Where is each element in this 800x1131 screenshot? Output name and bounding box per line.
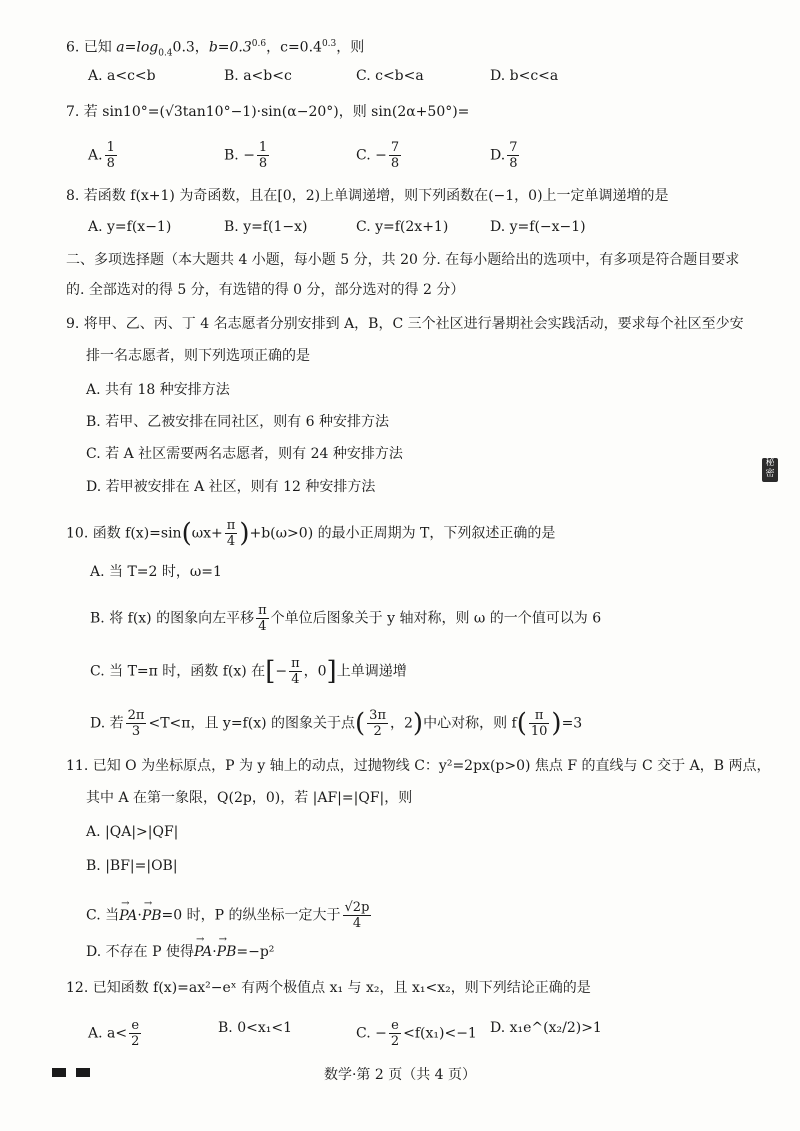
q7-option-b: B. − $\frac{1}{8}$ bbox=[224, 140, 268, 171]
q10-option-d: D. 若 $\frac{2\pi}{3}$ <T<π，且 y=f(x) 的图象关于点( $\frac{3\pi}{2}$ ，2)中心对称，则 f( $\frac{\pi}{10}$ )=3 bbox=[90, 708, 583, 739]
q12-option-d: D. x₁e^(x₂/2)>1 bbox=[490, 1020, 602, 1036]
q8-option-b: B. y=f(1−x) bbox=[224, 219, 308, 235]
q9-stem: 9. 将甲、乙、丙、丁 4 名志愿者分别安排到 A，B，C 三个社区进行暑期社会实践活动，要求每个社区至少安 bbox=[66, 316, 744, 332]
q9-option-c: C. 若 A 社区需要两名志愿者，则有 24 种安排方法 bbox=[86, 446, 403, 462]
q10-option-b: B. 将 f(x) 的图象向左平移 $\frac{\pi}{4}$ 个单位后图象关于 y 轴对称，则 ω 的一个值可以为 6 bbox=[90, 603, 602, 634]
q12-option-b: B. 0<x₁<1 bbox=[218, 1020, 292, 1036]
q7-option-c: C. − $\frac{7}{8}$ bbox=[356, 140, 400, 171]
q12-option-a: A. a< $\frac{e}{2}$ bbox=[88, 1018, 140, 1049]
q8-option-c: C. y=f(2x+1) bbox=[356, 219, 449, 235]
q6-option-d: D. b<c<a bbox=[490, 68, 559, 84]
q6-option-c: C. c<b<a bbox=[356, 68, 424, 84]
q6-stem: 6. 已知 $a=\log_{0.4}0.3$，$b=0.3^{0.6}$，$c=0.4^{0.3}$，则 bbox=[66, 39, 365, 59]
q6-option-b: B. a<b<c bbox=[224, 68, 292, 84]
q7-option-d: D. $\frac{7}{8}$ bbox=[490, 140, 518, 171]
q11-option-c: C. 当→ PA·→ PB=0 时，P 的纵坐标一定大于 $\frac{√2p}{4}$ bbox=[86, 900, 373, 931]
page-footer: 数学·第 2 页（共 4 页） bbox=[323, 1067, 477, 1083]
q9-option-b: B. 若甲、乙被安排在同社区，则有 6 种安排方法 bbox=[86, 414, 389, 430]
q9-option-d: D. 若甲被安排在 A 社区，则有 12 种安排方法 bbox=[86, 479, 376, 495]
q11-stem-cont: 其中 A 在第一象限，Q(2p，0)，若 |AF|=|QF|，则 bbox=[86, 790, 413, 806]
q10-option-c: C. 当 T=π 时，函数 f(x) 在[− $\frac{\pi}{4}$ ，0]上单调递增 bbox=[90, 656, 407, 687]
q11-option-d: D. 不存在 P 使得→ PA·→ PB=−p² bbox=[86, 942, 274, 962]
q11-option-b: B. |BF|=|OB| bbox=[86, 858, 178, 874]
q8-option-a: A. y=f(x−1) bbox=[88, 219, 172, 235]
section2-heading-cont: 的. 全部选对的得 5 分，有选错的得 0 分，部分选对的得 2 分） bbox=[66, 282, 465, 298]
q11-option-a: A. |QA|>|QF| bbox=[86, 824, 179, 840]
q9-stem-cont: 排一名志愿者，则下列选项正确的是 bbox=[86, 348, 310, 364]
q12-stem: 12. 已知函数 f(x)=ax²−eˣ 有两个极值点 x₁ 与 x₂，且 x₁<x₂，则下列结论正确的是 bbox=[66, 980, 591, 996]
confidential-tab: 秘密 bbox=[762, 458, 778, 482]
q7-stem: 7. 若 sin10°=(√3tan10°−1)·sin(α−20°)，则 sin(2α+50°)= bbox=[66, 104, 470, 120]
q12-option-c: C. − $\frac{e}{2}$ <f(x₁)<−1 bbox=[356, 1018, 477, 1049]
q10-stem: 10. 函数 f(x)=sin(ωx+ $\frac{\pi}{4}$ )+b(ω>0) 的最小正周期为 T，下列叙述正确的是 bbox=[66, 518, 556, 549]
q8-option-d: D. y=f(−x−1) bbox=[490, 219, 586, 235]
q8-stem: 8. 若函数 f(x+1) 为奇函数，且在[0，2)上单调递增，则下列函数在(−1，0)上一定单调递増的是 bbox=[66, 188, 669, 204]
q10-option-a: A. 当 T=2 时，ω=1 bbox=[90, 564, 222, 580]
q7-option-a: A. $\frac{1}{8}$ bbox=[88, 140, 115, 171]
q11-stem: 11. 已知 O 为坐标原点，P 为 y 轴上的动点，过抛物线 C：y²=2px(p>0) 焦点 F 的直线与 C 交于 A，B 两点， bbox=[66, 758, 771, 774]
q9-option-a: A. 共有 18 种安排方法 bbox=[86, 382, 230, 398]
q6-option-a: A. a<c<b bbox=[88, 68, 156, 84]
section2-heading: 二、多项选择题（本大题共 4 小题，每小题 5 分，共 20 分. 在每小题给出的选项中，有多项是符合题目要求 bbox=[66, 252, 740, 268]
